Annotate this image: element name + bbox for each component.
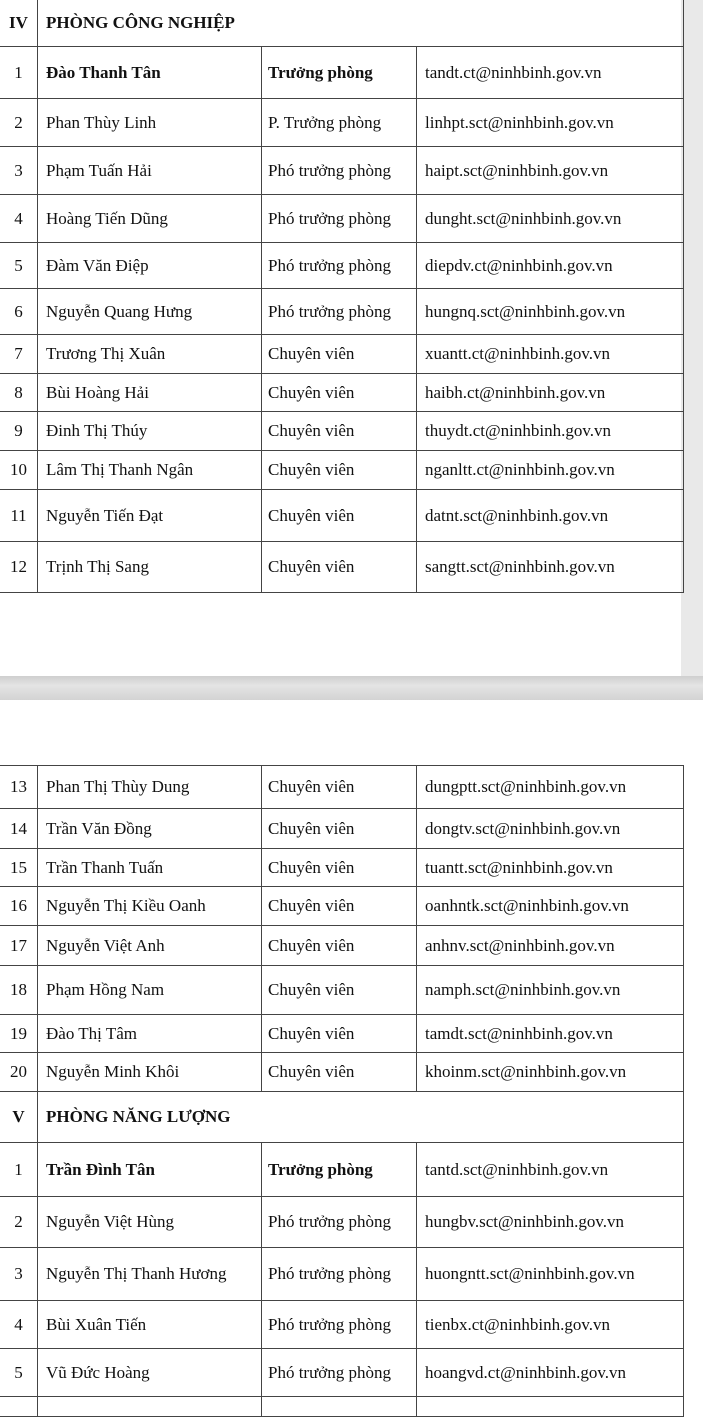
row-number: 5 bbox=[0, 1349, 38, 1397]
row-number: 1 bbox=[0, 47, 38, 99]
table-row bbox=[0, 1349, 684, 1397]
row-number: 9 bbox=[0, 412, 38, 451]
staff-email: namph.sct@ninhbinh.gov.vn bbox=[417, 966, 684, 1015]
section-title: PHÒNG NĂNG LƯỢNG bbox=[38, 1092, 684, 1143]
page-break bbox=[0, 676, 703, 700]
row-number: 6 bbox=[0, 289, 38, 335]
staff-table-part-2 bbox=[0, 765, 684, 1417]
staff-name: Vũ Đức Hoàng bbox=[38, 1349, 262, 1397]
empty-cell bbox=[262, 1397, 417, 1417]
empty-cell bbox=[38, 1397, 262, 1417]
staff-role: Chuyên viên bbox=[262, 374, 417, 412]
staff-role: Phó trưởng phòng bbox=[262, 1197, 417, 1248]
staff-role: Chuyên viên bbox=[262, 1053, 417, 1092]
row-number: 3 bbox=[0, 147, 38, 195]
staff-email: hungnq.sct@ninhbinh.gov.vn bbox=[417, 289, 684, 335]
staff-name: Đinh Thị Thúy bbox=[38, 412, 262, 451]
staff-email: anhnv.sct@ninhbinh.gov.vn bbox=[417, 926, 684, 966]
staff-email: thuydt.ct@ninhbinh.gov.vn bbox=[417, 412, 684, 451]
staff-role: Chuyên viên bbox=[262, 1015, 417, 1053]
table-row bbox=[0, 412, 684, 451]
table-row bbox=[0, 887, 684, 926]
staff-email: tuantt.sct@ninhbinh.gov.vn bbox=[417, 849, 684, 887]
section-header-row bbox=[0, 0, 684, 47]
row-number: 12 bbox=[0, 542, 38, 593]
staff-name: Trịnh Thị Sang bbox=[38, 542, 262, 593]
table-row bbox=[0, 451, 684, 490]
row-number: 17 bbox=[0, 926, 38, 966]
staff-name: Nguyễn Thị Kiều Oanh bbox=[38, 887, 262, 926]
staff-name: Phan Thị Thùy Dung bbox=[38, 766, 262, 809]
table-row bbox=[0, 766, 684, 809]
row-number: 3 bbox=[0, 1248, 38, 1301]
staff-name: Nguyễn Việt Anh bbox=[38, 926, 262, 966]
staff-role: Chuyên viên bbox=[262, 809, 417, 849]
page-edge bbox=[681, 0, 703, 676]
row-number: 20 bbox=[0, 1053, 38, 1092]
row-number: 11 bbox=[0, 490, 38, 542]
staff-name: Nguyễn Minh Khôi bbox=[38, 1053, 262, 1092]
table-row bbox=[0, 1197, 684, 1248]
table-row-partial bbox=[0, 1397, 684, 1417]
staff-role: Phó trưởng phòng bbox=[262, 195, 417, 243]
staff-email: haibh.ct@ninhbinh.gov.vn bbox=[417, 374, 684, 412]
table-row bbox=[0, 289, 684, 335]
staff-email: tienbx.ct@ninhbinh.gov.vn bbox=[417, 1301, 684, 1349]
staff-email: sangtt.sct@ninhbinh.gov.vn bbox=[417, 542, 684, 593]
staff-name: Phạm Tuấn Hải bbox=[38, 147, 262, 195]
staff-name: Nguyễn Quang Hưng bbox=[38, 289, 262, 335]
section-header-row bbox=[0, 1092, 684, 1143]
staff-role: Phó trưởng phòng bbox=[262, 1248, 417, 1301]
table-row bbox=[0, 374, 684, 412]
staff-role: Chuyên viên bbox=[262, 490, 417, 542]
staff-name: Lâm Thị Thanh Ngân bbox=[38, 451, 262, 490]
staff-email: huongntt.sct@ninhbinh.gov.vn bbox=[417, 1248, 684, 1301]
staff-email: nganltt.ct@ninhbinh.gov.vn bbox=[417, 451, 684, 490]
staff-email: oanhntk.sct@ninhbinh.gov.vn bbox=[417, 887, 684, 926]
staff-role: Chuyên viên bbox=[262, 849, 417, 887]
staff-name: Đào Thị Tâm bbox=[38, 1015, 262, 1053]
row-number: 5 bbox=[0, 243, 38, 289]
staff-name: Nguyễn Thị Thanh Hương bbox=[38, 1248, 262, 1301]
empty-cell bbox=[0, 1397, 38, 1417]
table-row bbox=[0, 243, 684, 289]
empty-cell bbox=[417, 1397, 684, 1417]
staff-role: Chuyên viên bbox=[262, 766, 417, 809]
row-number: 8 bbox=[0, 374, 38, 412]
row-number: 18 bbox=[0, 966, 38, 1015]
staff-name: Nguyễn Tiến Đạt bbox=[38, 490, 262, 542]
table-row bbox=[0, 849, 684, 887]
staff-role: Trưởng phòng bbox=[262, 1143, 417, 1197]
staff-email: datnt.sct@ninhbinh.gov.vn bbox=[417, 490, 684, 542]
table-row bbox=[0, 47, 684, 99]
row-number: 4 bbox=[0, 195, 38, 243]
staff-name: Trương Thị Xuân bbox=[38, 335, 262, 374]
section-numeral: V bbox=[0, 1092, 38, 1143]
table-row bbox=[0, 542, 684, 593]
document-page-2 bbox=[0, 700, 703, 1403]
row-number: 19 bbox=[0, 1015, 38, 1053]
row-number: 15 bbox=[0, 849, 38, 887]
staff-email: dunght.sct@ninhbinh.gov.vn bbox=[417, 195, 684, 243]
table-row bbox=[0, 1143, 684, 1197]
staff-email: linhpt.sct@ninhbinh.gov.vn bbox=[417, 99, 684, 147]
staff-role: Chuyên viên bbox=[262, 926, 417, 966]
staff-email: hungbv.sct@ninhbinh.gov.vn bbox=[417, 1197, 684, 1248]
table-row bbox=[0, 1248, 684, 1301]
staff-role: Chuyên viên bbox=[262, 542, 417, 593]
row-number: 2 bbox=[0, 99, 38, 147]
row-number: 10 bbox=[0, 451, 38, 490]
staff-name: Phạm Hồng Nam bbox=[38, 966, 262, 1015]
staff-name: Đàm Văn Điệp bbox=[38, 243, 262, 289]
row-number: 1 bbox=[0, 1143, 38, 1197]
table-row bbox=[0, 1015, 684, 1053]
table-row bbox=[0, 926, 684, 966]
staff-role: Chuyên viên bbox=[262, 412, 417, 451]
section-title: PHÒNG CÔNG NGHIỆP bbox=[38, 0, 684, 47]
staff-email: khoinm.sct@ninhbinh.gov.vn bbox=[417, 1053, 684, 1092]
table-row bbox=[0, 195, 684, 243]
section-numeral: IV bbox=[0, 0, 38, 47]
staff-email: tantd.sct@ninhbinh.gov.vn bbox=[417, 1143, 684, 1197]
staff-role: Chuyên viên bbox=[262, 451, 417, 490]
staff-role: P. Trưởng phòng bbox=[262, 99, 417, 147]
row-number: 4 bbox=[0, 1301, 38, 1349]
staff-name: Nguyễn Việt Hùng bbox=[38, 1197, 262, 1248]
staff-email: tandt.ct@ninhbinh.gov.vn bbox=[417, 47, 684, 99]
staff-email: haipt.sct@ninhbinh.gov.vn bbox=[417, 147, 684, 195]
table-row bbox=[0, 809, 684, 849]
table-row bbox=[0, 1301, 684, 1349]
staff-name: Bùi Hoàng Hải bbox=[38, 374, 262, 412]
row-number: 14 bbox=[0, 809, 38, 849]
staff-role: Chuyên viên bbox=[262, 335, 417, 374]
staff-name: Bùi Xuân Tiến bbox=[38, 1301, 262, 1349]
staff-role: Phó trưởng phòng bbox=[262, 1301, 417, 1349]
table-row bbox=[0, 147, 684, 195]
staff-role: Phó trưởng phòng bbox=[262, 243, 417, 289]
table-row bbox=[0, 1053, 684, 1092]
staff-email: dongtv.sct@ninhbinh.gov.vn bbox=[417, 809, 684, 849]
staff-name: Trần Văn Đồng bbox=[38, 809, 262, 849]
staff-role: Phó trưởng phòng bbox=[262, 1349, 417, 1397]
row-number: 13 bbox=[0, 766, 38, 809]
table-row bbox=[0, 490, 684, 542]
table-row bbox=[0, 99, 684, 147]
staff-table-part-1 bbox=[0, 0, 684, 593]
row-number: 7 bbox=[0, 335, 38, 374]
staff-email: tamdt.sct@ninhbinh.gov.vn bbox=[417, 1015, 684, 1053]
document-page-1 bbox=[0, 0, 703, 676]
table-row bbox=[0, 335, 684, 374]
row-number: 2 bbox=[0, 1197, 38, 1248]
staff-role: Trưởng phòng bbox=[262, 47, 417, 99]
staff-name: Trần Đình Tân bbox=[38, 1143, 262, 1197]
staff-role: Chuyên viên bbox=[262, 887, 417, 926]
staff-role: Phó trưởng phòng bbox=[262, 289, 417, 335]
staff-email: xuantt.ct@ninhbinh.gov.vn bbox=[417, 335, 684, 374]
staff-name: Phan Thùy Linh bbox=[38, 99, 262, 147]
staff-name: Trần Thanh Tuấn bbox=[38, 849, 262, 887]
staff-email: hoangvd.ct@ninhbinh.gov.vn bbox=[417, 1349, 684, 1397]
row-number: 16 bbox=[0, 887, 38, 926]
staff-name: Đào Thanh Tân bbox=[38, 47, 262, 99]
staff-name: Hoàng Tiến Dũng bbox=[38, 195, 262, 243]
table-row bbox=[0, 966, 684, 1015]
staff-email: diepdv.ct@ninhbinh.gov.vn bbox=[417, 243, 684, 289]
staff-email: dungptt.sct@ninhbinh.gov.vn bbox=[417, 766, 684, 809]
staff-role: Chuyên viên bbox=[262, 966, 417, 1015]
staff-role: Phó trưởng phòng bbox=[262, 147, 417, 195]
